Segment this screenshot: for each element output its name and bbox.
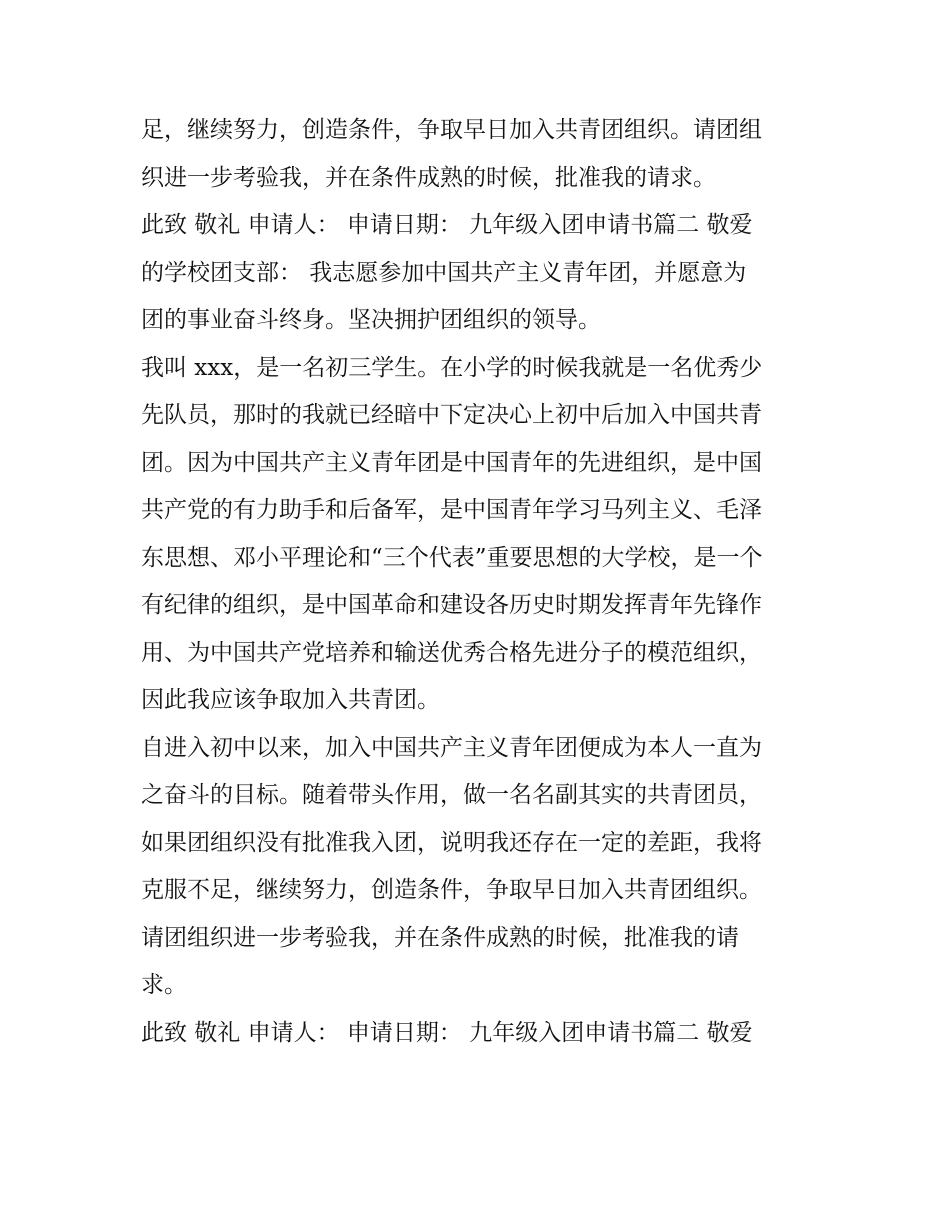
text-line: 的学校团支部： 我志愿参加中国共产主义青年团，并愿意为 <box>141 259 747 286</box>
text-line: 东思想、邓小平理论和“三个代表”重要思想的大学校，是一个 <box>141 544 763 571</box>
text-line: 克服不足，继续努力，创造条件，争取早日加入共青团组织。 <box>141 877 762 903</box>
text-line: 有纪律的组织，是中国革命和建设各历史时期发挥青年先锋作 <box>141 592 762 618</box>
text-line: 此致 敬礼 申请人： 申请日期： 九年级入团申请书篇二 敬爱 <box>141 212 753 238</box>
text-line: 织进一步考验我，并在条件成熟的时候，批准我的请求。 <box>141 164 716 191</box>
document-body <box>141 107 821 1057</box>
text-line: 请团组织进一步考验我，并在条件成熟的时候，批准我的请 <box>141 924 739 951</box>
text-line: 先队员，那时的我就已经暗中下定决心上初中后加入中国共青 <box>141 402 762 428</box>
paragraph-self-introduction <box>141 345 821 725</box>
text-line: 自进入初中以来，加入中国共产主义青年团便成为本人一直为 <box>141 734 762 761</box>
text-line: 之奋斗的目标。随着带头作用，做一名名副其实的共青团员， <box>141 782 762 808</box>
paragraph-salutation-and-intro <box>141 202 821 345</box>
text-line: 如果团组织没有批准我入团，说明我还存在一定的差距，我将 <box>141 829 762 856</box>
text-line: 团。因为中国共产主义青年团是中国青年的先进组织，是中国 <box>141 449 762 476</box>
text-line: 此致 敬礼 申请人： 申请日期： 九年级入团申请书篇二 敬爱 <box>141 1019 753 1046</box>
text-line: 因此我应该争取加入共青团。 <box>141 687 440 713</box>
text-line: 我叫 xxx，是一名初三学生。在小学的时候我就是一名优秀少 <box>141 354 763 381</box>
paragraph-salutation-repeat <box>141 1010 821 1058</box>
text-line: 足，继续努力，创造条件，争取早日加入共青团组织。请团组 <box>141 117 762 143</box>
paragraph-closing-fragment <box>141 107 821 202</box>
paragraph-goal-statement <box>141 725 821 1010</box>
text-line: 用、为中国共产党培养和输送优秀合格先进分子的模范组织， <box>141 639 762 666</box>
text-line: 团的事业奋斗终身。坚决拥护团组织的领导。 <box>141 307 601 333</box>
text-line: 共产党的有力助手和后备军，是中国青年学习马列主义、毛泽 <box>141 497 762 523</box>
text-line: 求。 <box>141 972 187 998</box>
